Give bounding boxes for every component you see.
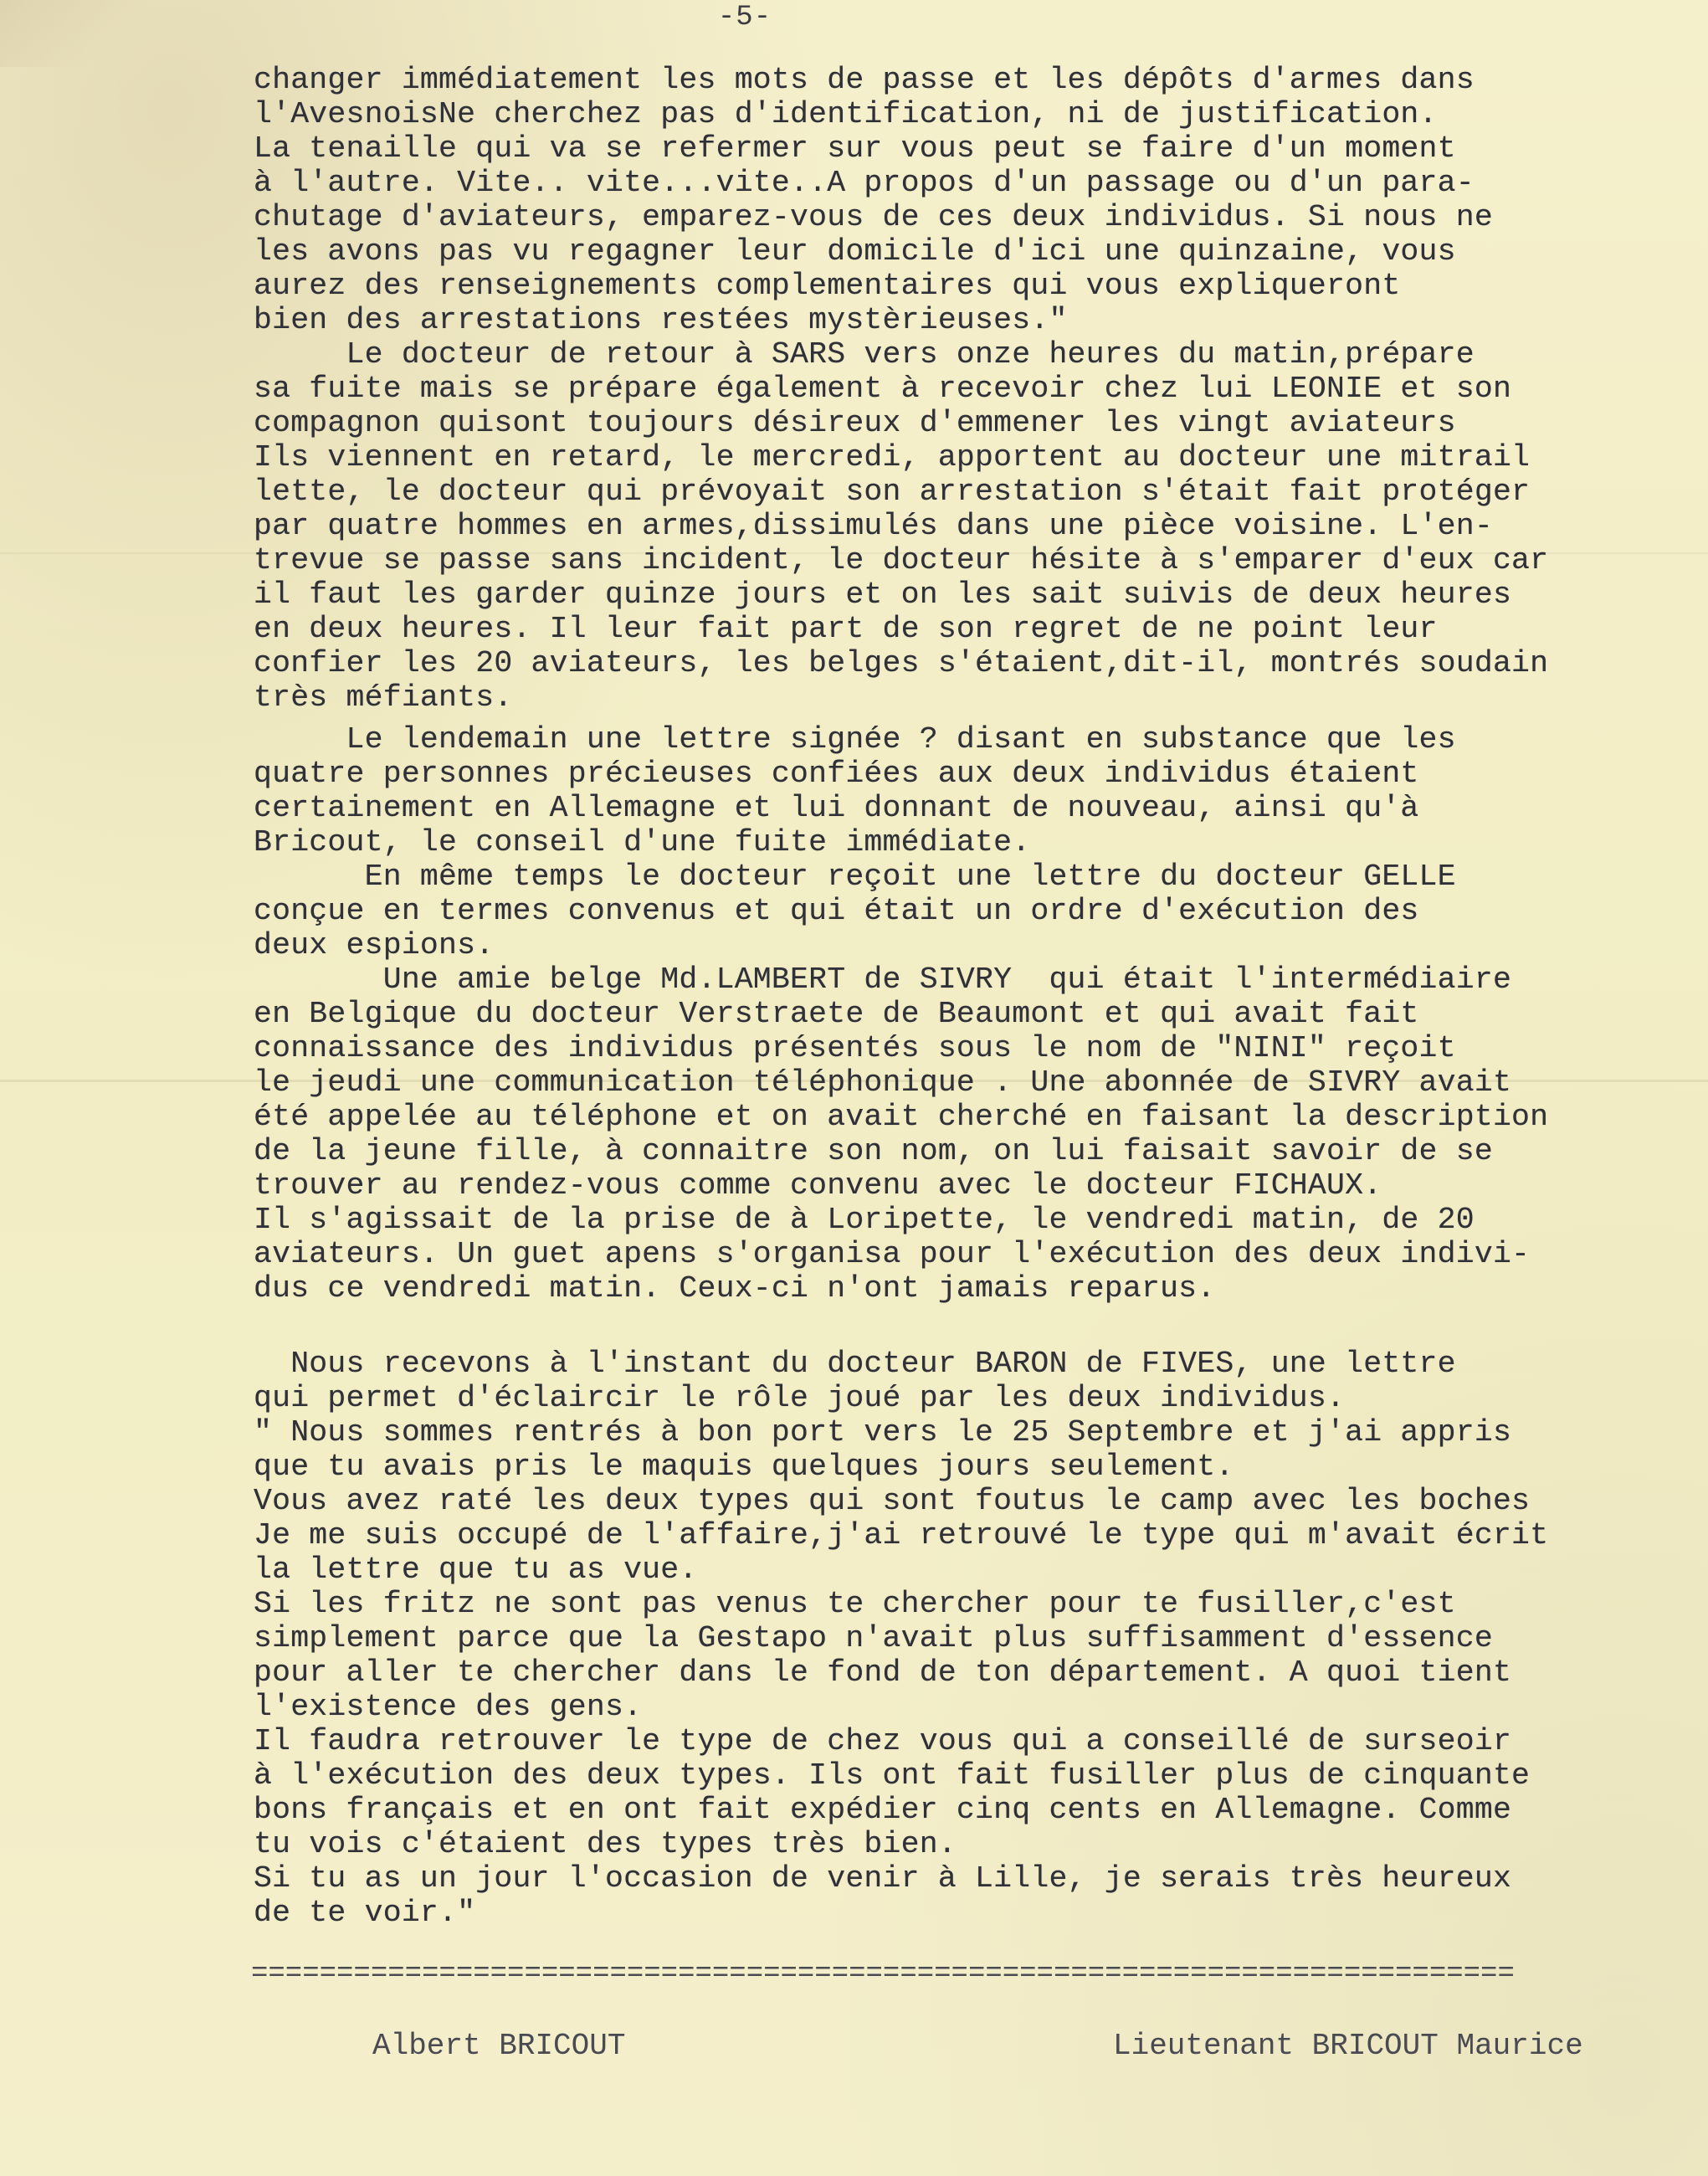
text-line: Si les fritz ne sont pas venus te chercher pour te fusiller,c'est	[254, 1587, 1456, 1621]
text-line: certainement en Allemagne et lui donnant de nouveau, ainsi qu'à	[254, 791, 1419, 825]
text-line: changer immédiatement les mots de passe et les dépôts d'armes dans	[254, 63, 1475, 97]
text-line: connaissance des individus présentés sous le nom de "NINI" reçoit	[254, 1031, 1456, 1065]
text-line: Une amie belge Md.LAMBERT de SIVRY qui était l'intermédiaire	[254, 962, 1512, 997]
text-line: chutage d'aviateurs, emparez-vous de ces deux individus. Si nous ne	[254, 200, 1493, 234]
text-line: aviateurs. Un guet apens s'organisa pour l'exécution des deux indivi-	[254, 1237, 1531, 1271]
page-number: -5-	[717, 2, 772, 33]
text-line: Vous avez raté les deux types qui sont foutus le camp avec les boches	[254, 1484, 1531, 1518]
text-line: bien des arrestations restées mystèrieuses."	[254, 303, 1068, 337]
text-line: qui permet d'éclaircir le rôle joué par les deux individus.	[254, 1381, 1346, 1415]
separator-line: ==========================================================================	[251, 1965, 1515, 1984]
text-line: Il faudra retrouver le type de chez vous qui a conseillé de surseoir	[254, 1724, 1512, 1758]
text-line: en Belgique du docteur Verstraete de Beaumont et qui avait fait	[254, 997, 1419, 1031]
text-line: trouver au rendez-vous comme convenu avec le docteur FICHAUX.	[254, 1168, 1382, 1203]
text-line: Le lendemain une lettre signée ? disant en substance que les	[254, 722, 1456, 757]
text-line: compagnon quisont toujours désireux d'emmener les vingt aviateurs	[254, 406, 1456, 440]
text-line: de te voir."	[254, 1896, 476, 1930]
text-line: que tu avais pris le maquis quelques jours seulement.	[254, 1450, 1234, 1484]
text-line: le jeudi une communication téléphonique . Une abonnée de SIVRY avait	[254, 1065, 1512, 1100]
text-line: sa fuite mais se prépare également à recevoir chez lui LEONIE et son	[254, 372, 1512, 406]
text-line: à l'autre. Vite.. vite...vite..A propos d'un passage ou d'un para-	[254, 166, 1475, 200]
text-line: par quatre hommes en armes,dissimulés dans une pièce voisine. L'en-	[254, 509, 1493, 543]
text-line: les avons pas vu regagner leur domicile d'ici une quinzaine, vous	[254, 234, 1456, 269]
text-line: pour aller te chercher dans le fond de ton département. A quoi tient	[254, 1655, 1512, 1690]
text-line: Bricout, le conseil d'une fuite immédiate.	[254, 825, 1031, 860]
text-line: l'existence des gens.	[254, 1690, 643, 1724]
text-line: Nous recevons à l'instant du docteur BARON de FIVES, une lettre	[254, 1347, 1456, 1381]
text-line: lette, le docteur qui prévoyait son arrestation s'était fait protéger	[254, 475, 1531, 509]
text-line: Il s'agissait de la prise de à Loripette, le vendredi matin, de 20	[254, 1203, 1475, 1237]
text-line: conçue en termes convenus et qui était un ordre d'exécution des	[254, 894, 1419, 928]
text-line: très méfiants.	[254, 680, 513, 715]
text-line: l'AvesnoisNe cherchez pas d'identification, ni de justification.	[254, 97, 1438, 131]
text-line: Si tu as un jour l'occasion de venir à Lille, je serais très heureux	[254, 1861, 1512, 1896]
text-line: il faut les garder quinze jours et on les sait suivis de deux heures	[254, 577, 1512, 612]
text-line: deux espions.	[254, 928, 495, 962]
text-line: confier les 20 aviateurs, les belges s'étaient,dit-il, montrés soudain	[254, 646, 1549, 680]
text-line: La tenaille qui va se refermer sur vous peut se faire d'un moment	[254, 131, 1456, 166]
text-line: quatre personnes précieuses confiées aux deux individus étaient	[254, 757, 1419, 791]
text-line: Je me suis occupé de l'affaire,j'ai retrouvé le type qui m'avait écrit	[254, 1518, 1549, 1552]
text-line: été appelée au téléphone et on avait cherché en faisant la description	[254, 1100, 1549, 1134]
text-line: bons français et en ont fait expédier cinq cents en Allemagne. Comme	[254, 1793, 1512, 1827]
signature-maurice-bricout: Lieutenant BRICOUT Maurice	[1113, 2029, 1583, 2063]
text-line: en deux heures. Il leur fait part de son regret de ne point leur	[254, 612, 1438, 646]
text-line: la lettre que tu as vue.	[254, 1552, 698, 1587]
text-line: " Nous sommes rentrés à bon port vers le 25 Septembre et j'ai appris	[254, 1415, 1512, 1450]
text-line: aurez des renseignements complementaires qui vous expliqueront	[254, 269, 1401, 303]
text-line: En même temps le docteur reçoit une lettre du docteur GELLE	[254, 860, 1456, 894]
text-line: tu vois c'étaient des types très bien.	[254, 1827, 957, 1861]
text-line: trevue se passe sans incident, le docteur hésite à s'emparer d'eux car	[254, 543, 1549, 577]
text-line: Ils viennent en retard, le mercredi, apportent au docteur une mitrail	[254, 440, 1531, 475]
text-line: dus ce vendredi matin. Ceux-ci n'ont jamais reparus.	[254, 1271, 1216, 1306]
text-line: Le docteur de retour à SARS vers onze heures du matin,prépare	[254, 337, 1475, 372]
text-line: de la jeune fille, à connaitre son nom, on lui faisait savoir de se	[254, 1134, 1493, 1168]
text-line: simplement parce que la Gestapo n'avait plus suffisamment d'essence	[254, 1621, 1493, 1655]
signature-albert-bricout: Albert BRICOUT	[372, 2029, 626, 2063]
text-line: à l'exécution des deux types. Ils ont fait fusiller plus de cinquante	[254, 1758, 1531, 1793]
